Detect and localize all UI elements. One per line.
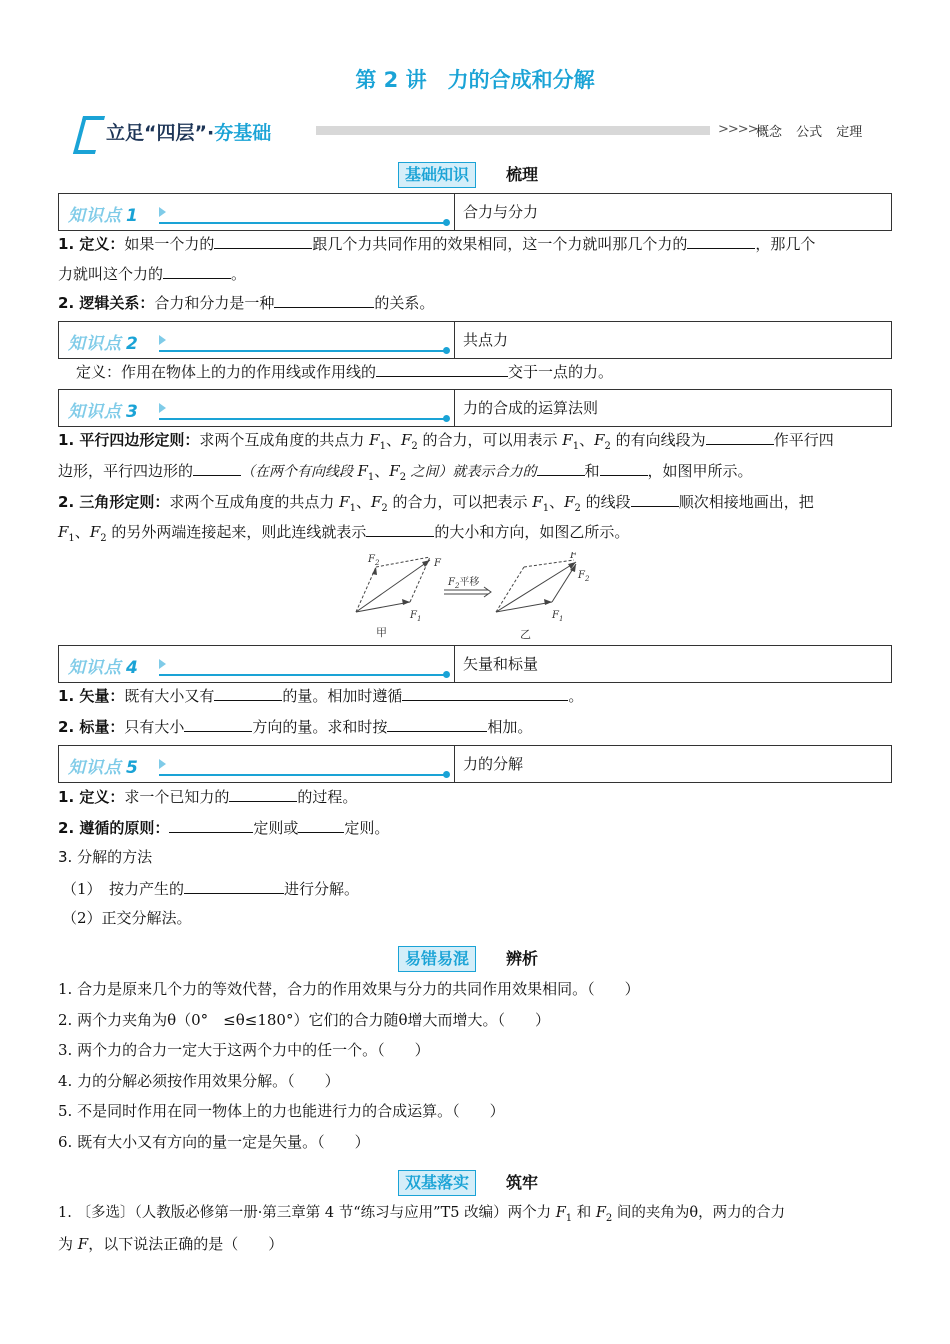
banner-hook-shape bbox=[73, 116, 105, 154]
section-rest: 辨析 bbox=[506, 949, 539, 968]
force-diagram-figure bbox=[346, 552, 606, 642]
banner-accent-text: 夯基础 bbox=[214, 122, 272, 144]
kp5-line-3: 3. 分解的方法 bbox=[58, 848, 153, 866]
kp-title: 力的合成的运算法则 bbox=[463, 399, 599, 417]
blank[interactable] bbox=[184, 716, 252, 732]
section-box: 基础知识 bbox=[398, 162, 476, 188]
kp1-line-2: 2. 逻辑关系：合力和分力是一种 的关系。 bbox=[58, 294, 435, 312]
section-rest: 筑牢 bbox=[506, 1173, 539, 1192]
judgment-item-5: 5. 不是同时作用在同一物体上的力也能进行力的合成运算。（ ） bbox=[58, 1102, 505, 1120]
section-banner bbox=[78, 114, 878, 150]
kp5-line-1: 1. 定义：求一个已知力的 的过程。 bbox=[58, 788, 358, 806]
caption-right: 乙 bbox=[520, 628, 531, 641]
kp1-line-1: 1. 定义：如果一个力的 跟几个力共同作用的效果相同，这一个力就叫那几个力的 ，那几个 bbox=[58, 235, 816, 253]
blank[interactable] bbox=[229, 786, 297, 802]
blank[interactable] bbox=[214, 233, 312, 249]
knowledge-point-5 bbox=[58, 745, 892, 783]
blank[interactable] bbox=[298, 817, 344, 833]
knowledge-point-1 bbox=[58, 193, 892, 231]
label-f1-left: $F_1$ bbox=[410, 610, 422, 623]
label-f-right: F bbox=[570, 552, 577, 561]
blank[interactable] bbox=[387, 716, 487, 732]
chevron-right-icon: >>>> bbox=[718, 122, 758, 137]
label-f-left: F bbox=[434, 558, 441, 569]
blank[interactable] bbox=[376, 361, 508, 377]
section-box: 双基落实 bbox=[398, 1170, 476, 1196]
blank[interactable] bbox=[600, 460, 648, 476]
resultant-vector-left bbox=[356, 560, 430, 612]
knowledge-point-2 bbox=[58, 321, 892, 359]
blank[interactable] bbox=[687, 233, 755, 249]
label-f1-right: $F_1$ bbox=[552, 610, 564, 623]
banner-grey-bar bbox=[316, 126, 710, 135]
question-1-line-1: 1. 〔多选〕（人教版必修第一册·第三章第 4 节“练习与应用”T5 改编）两个力 $F_1$ 和 $F_2$ 间的夹角为θ，两力的合力 bbox=[58, 1205, 786, 1224]
judgment-item-6: 6. 既有大小又有方向的量一定是矢量。（ ） bbox=[58, 1133, 370, 1151]
dot-icon bbox=[443, 219, 450, 226]
knowledge-point-4 bbox=[58, 645, 892, 683]
banner-title bbox=[106, 118, 271, 145]
blank[interactable] bbox=[631, 491, 679, 507]
kp-label: 知识点 3 bbox=[68, 402, 139, 422]
blank[interactable] bbox=[537, 460, 585, 476]
blank[interactable] bbox=[402, 685, 568, 701]
triangle-right-icon bbox=[159, 759, 166, 769]
kp-label: 知识点 4 bbox=[68, 658, 139, 678]
f1-vector-left bbox=[356, 602, 410, 612]
banner-main-text: 立足“四层”· bbox=[106, 122, 215, 144]
kp5-line-4: （1） 按力产生的 进行分解。 bbox=[62, 880, 360, 898]
dot-icon bbox=[443, 771, 450, 778]
blank[interactable] bbox=[706, 429, 774, 445]
blank[interactable] bbox=[366, 521, 434, 537]
blank[interactable] bbox=[184, 878, 284, 894]
banner-keywords: 概念 公式 定理 bbox=[756, 125, 863, 140]
triangle-right-icon bbox=[159, 659, 166, 669]
kp-title: 共点力 bbox=[463, 331, 509, 349]
kp-label: 知识点 2 bbox=[68, 334, 139, 354]
judgment-item-1: 1. 合力是原来几个力的等效代替，合力的作用效果与分力的共同作用效果相同。（ ） bbox=[58, 980, 640, 998]
triangle-right-icon bbox=[159, 207, 166, 217]
kp-title: 合力与分力 bbox=[463, 203, 539, 221]
dot-icon bbox=[443, 671, 450, 678]
judgment-item-3: 3. 两个力的合力一定大于这两个力中的任一个。（ ） bbox=[58, 1041, 430, 1059]
triangle-right-icon bbox=[159, 335, 166, 345]
blank[interactable] bbox=[214, 685, 282, 701]
triangle-right-icon bbox=[159, 403, 166, 413]
section-box: 易错易混 bbox=[398, 946, 476, 972]
kp1-line-1-cont: 力就叫这个力的 。 bbox=[58, 265, 247, 283]
kp3-line-1: 1. 平行四边形定则：求两个互成角度的共点力 $F_1$、$F_2$ 的合力，可以用表示 $F_1$、$F_2$ 的有向线段为 作平行四 bbox=[58, 431, 834, 452]
dashed-side-top bbox=[524, 560, 574, 567]
kp4-line-2: 2. 标量：只有大小 方向的量。求和时按 相加。 bbox=[58, 718, 533, 736]
kp-title: 矢量和标量 bbox=[463, 655, 539, 673]
section-rest: 梳理 bbox=[506, 165, 539, 184]
kp3-line-3: 2. 三角形定则：求两个互成角度的共点力 $F_1$、$F_2$ 的合力，可以把表示 $F_1$、$F_2$ 的线段 顺次相接地画出，把 bbox=[58, 493, 814, 514]
page-title: 第 2 讲 力的合成和分解 bbox=[355, 68, 595, 92]
blank[interactable] bbox=[163, 263, 231, 279]
kp-label: 知识点 5 bbox=[68, 758, 139, 778]
kp5-line-2: 2. 遵循的原则： 定则或 定则。 bbox=[58, 819, 390, 837]
caption-left: 甲 bbox=[376, 626, 387, 639]
dashed-side-left bbox=[496, 567, 524, 612]
dot-icon bbox=[443, 347, 450, 354]
blank[interactable] bbox=[193, 460, 241, 476]
label-f2-right: $F_2$ bbox=[578, 570, 590, 583]
kp4-line-1: 1. 矢量：既有大小又有 的量。相加时遵循 。 bbox=[58, 687, 584, 705]
question-1-line-2: 为 F，以下说法正确的是（ ） bbox=[58, 1235, 284, 1253]
kp5-line-5: （2）正交分解法。 bbox=[62, 909, 192, 927]
kp-title: 力的分解 bbox=[463, 755, 524, 773]
dot-icon bbox=[443, 415, 450, 422]
kp-label: 知识点 1 bbox=[68, 206, 139, 226]
kp3-line-4: $F_1$、$F_2$ 的另外两端连接起来，则此连线就表示 的大小和方向，如图乙所示。 bbox=[58, 523, 630, 544]
judgment-item-2: 2. 两个力夹角为θ（0° ≤θ≤180°）它们的合力随θ增大而增大。（ ） bbox=[58, 1011, 550, 1029]
label-f2-left: $F_2$ bbox=[368, 554, 380, 567]
blank[interactable] bbox=[274, 292, 374, 308]
judgment-item-4: 4. 力的分解必须按作用效果分解。（ ） bbox=[58, 1072, 340, 1090]
label-shift: $F_2$平移 bbox=[448, 577, 480, 590]
blank[interactable] bbox=[169, 817, 253, 833]
kp2-line: 定义：作用在物体上的力的作用线或作用线的 交于一点的力。 bbox=[76, 363, 614, 381]
kp3-line-2: 边形，平行四边形的 （在两个有向线段 $F_1$、$F_2$ 之间）就表示合力的 和 ，如图甲所示。 bbox=[58, 462, 753, 483]
knowledge-point-3 bbox=[58, 389, 892, 427]
